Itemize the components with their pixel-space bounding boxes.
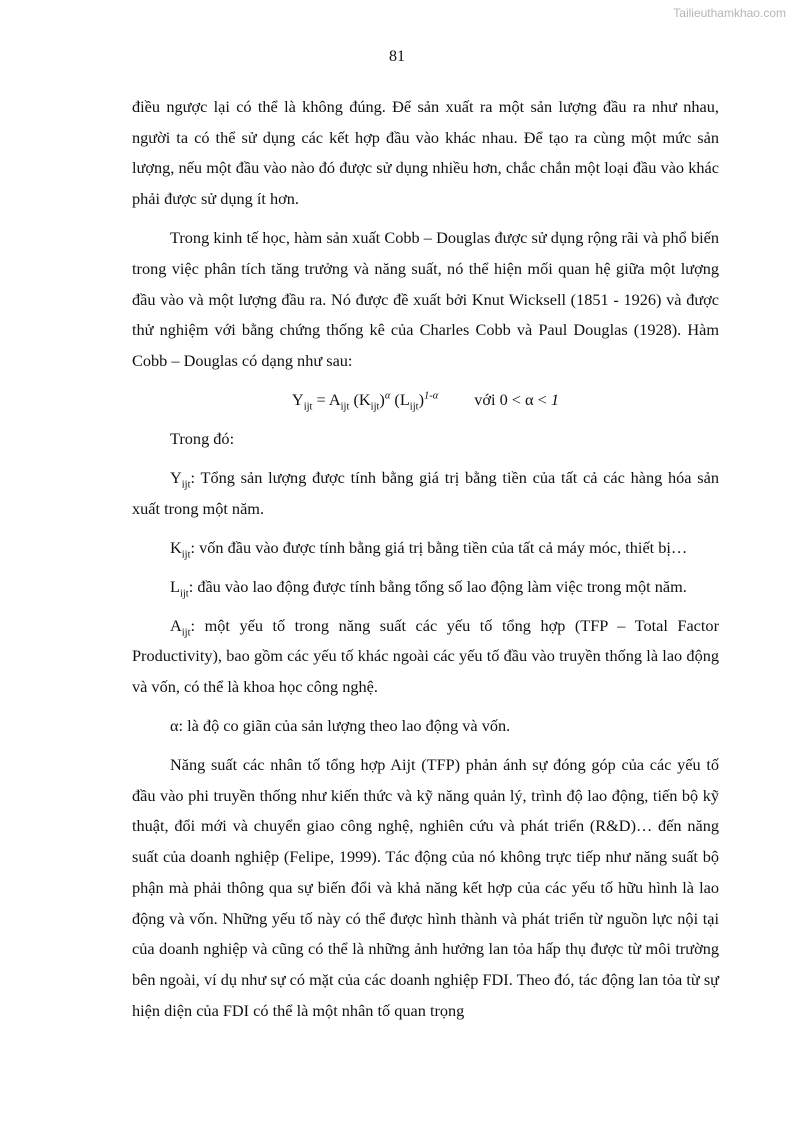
- paragraph-cobb-douglas-intro: Trong kinh tế học, hàm sản xuất Cobb – Douglas được sử dụng rộng rãi và phổ biến trong việc phân tích tăng trưởng và năng suất, nó thể hiện mối quan hệ giữa một lượng đầu vào và một lượng đầu ra. Nó được đề xuất bởi Knut Wicksell (1851 - 1926) và được thử nghiệm với bằng chứng thống kê của Charles Cobb và Paul Douglas (1928). Hàm Cobb – Douglas có dạng như sau:: [132, 228, 719, 370]
- page-number: 81: [389, 48, 405, 65]
- definition-k: $K_{ijt}$: vốn đầu vào được tính bằng giá trị bằng tiền của tất cả máy móc, thiết bị…: [170, 537, 688, 560]
- cobb-douglas-formula: $Y_{ijt} = A_{ijt}$ $(K_{ijt})^\alpha$ $(L_{ijt})^{1-\alpha}$ với 0 < α < 1: [291, 389, 560, 413]
- definition-alpha: α: là độ co giãn của sản lượng theo lao động và vốn.: [170, 716, 511, 736]
- definition-a: $A_{ijt}$: một yếu tố trong năng suất các yếu tố tổng hợp (TFP – Total Factor Productivity), bao gồm các yếu tố khác ngoài các yếu tố đầu vào truyền thống là lao động và vốn, có thể là khoa học công nghệ.: [132, 615, 719, 697]
- definition-y: $Y_{ijt}$: Tổng sản lượng được tính bằng giá trị bằng tiền của tất cả các hàng hóa sản xuất trong một năm.: [132, 467, 719, 518]
- definition-l: $L_{ijt}$: đầu vào lao động được tính bằng tổng số lao động làm việc trong một năm.: [170, 576, 687, 599]
- paragraph-continuation: điều ngược lại có thể là không đúng. Để sản xuất ra một sản lượng đầu ra như nhau, người ta có thể sử dụng các kết hợp đầu vào khác nhau. Để tạo ra cùng một mức sản lượng, nếu một đầu vào nào đó được sử dụng nhiều hơn, chắc chắn một loại đầu vào khác phải được sử dụng ít hơn.: [132, 97, 719, 209]
- paragraph-tfp: Năng suất các nhân tố tổng hợp Aijt (TFP) phản ánh sự đóng góp của các yếu tố đầu vào phi truyền thống như kiến thức và kỹ năng quản lý, trình độ lao động, tiến bộ kỹ thuật, đổi mới và chuyển giao công nghệ, nghiên cứu và phát triển (R&D)… đến năng suất của doanh nghiệp (Felipe, 1999). Tác động của nó không trực tiếp như năng suất bộ phận mà phải thông qua sự biến đổi và khả năng kết hợp của các yếu tố hữu hình là lao động và vốn. Những yếu tố này có thể được hình thành và phát triển từ nguồn lực nội tại của doanh nghiệp và cũng có thể là những ảnh hưởng lan tỏa hấp thụ được từ môi trường bên ngoài, ví dụ như sự có mặt của các doanh nghiệp FDI. Theo đó, tác động lan tỏa từ sự hiện diện của FDI có thể là một nhân tố quan trọng: [132, 755, 719, 1020]
- where-label: Trong đó:: [170, 428, 235, 448]
- watermark: Tailieuthamkhao.com: [673, 6, 786, 20]
- document-body: [132, 92, 719, 1035]
- formula-condition: với 0 < α <: [474, 389, 551, 409]
